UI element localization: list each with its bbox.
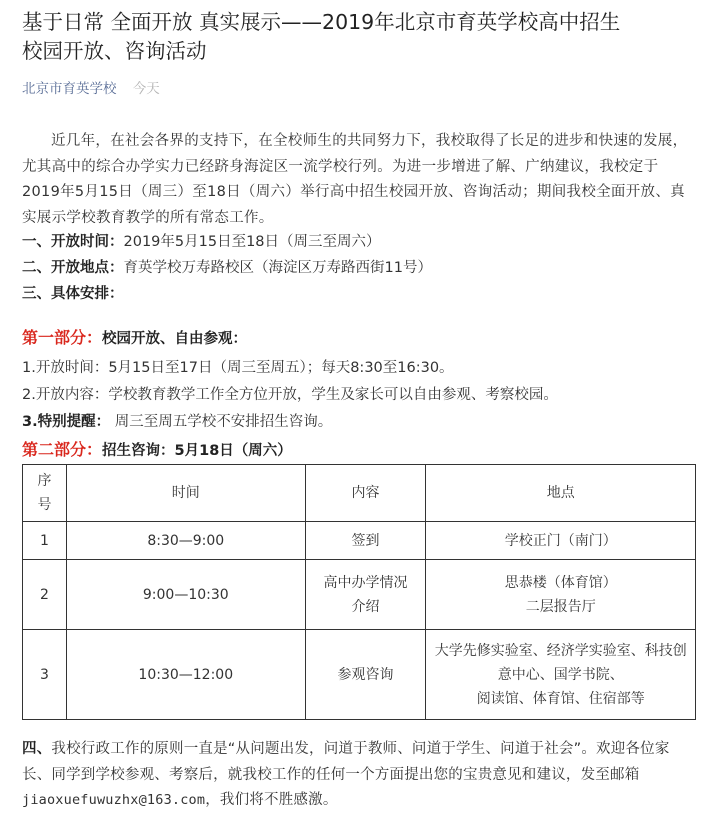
row-place: 大学先修实验室、经济学实验室、科技创 意中心、国学书院、 阅读馆、体育馆、住宿部等 — [426, 630, 696, 720]
header-number: 序 号 — [23, 465, 67, 522]
closing-text2: ，我们将不胜感激。 — [205, 792, 338, 808]
closing-paragraph — [22, 737, 694, 814]
part2-heading-label: 第二部分： — [22, 440, 103, 459]
row-time: 9:00—10:30 — [66, 560, 305, 630]
part1-heading — [22, 325, 247, 348]
article-title-line2: 校园开放、咨询活动 — [22, 39, 207, 63]
table-row — [23, 560, 696, 630]
publish-date: 今天 — [132, 81, 160, 97]
article-title — [22, 8, 702, 66]
row-time: 8:30—9:00 — [66, 522, 305, 560]
row-place: 学校正门（南门） — [426, 522, 696, 560]
row-place: 思恭楼（体育馆） 二层报告厅 — [426, 560, 696, 630]
closing-label: 四、 — [22, 741, 52, 757]
row-content: 参观咨询 — [305, 630, 426, 720]
article-title-line1: 基于日常 全面开放 真实展示——2019年北京市育英学校高中招生 — [22, 10, 621, 34]
arrangement-label: 三、具体安排： — [22, 286, 124, 302]
header-content: 内容 — [305, 465, 426, 522]
row-time: 10:30—12:00 — [66, 630, 305, 720]
part1-heading-label: 第一部分： — [22, 328, 103, 347]
row-number: 1 — [23, 522, 67, 560]
arrangement-line — [22, 282, 124, 303]
part1-item3-label: 3.特别提醒： — [22, 414, 111, 430]
row-content: 签到 — [305, 522, 426, 560]
header-place: 地点 — [426, 465, 696, 522]
open-place-label: 二、开放地点： — [22, 260, 124, 276]
part1-item1: 1.开放时间：5月15日至17日（周三至周五）；每天8:30至16:30。 — [22, 360, 454, 376]
open-time-label: 一、开放时间： — [22, 234, 124, 250]
row-content: 高中办学情况 介绍 — [305, 560, 426, 630]
open-time-value: 2019年5月15日至18日（周三至周六） — [123, 234, 381, 250]
open-place-line — [22, 256, 432, 277]
intro-paragraph: 近几年，在社会各界的支持下，在全校师生的共同努力下，我校取得了长足的进步和快速的发展，尤其高中的综合办学实力已经跻身海淀区一流学校行列。为进一步增进了解、广纳建议，我校定于2019年5月15日（周三）至18日（周六）举行高中招生校园开放、咨询活动；期间我校全面开放、真实展示学校教育教学的所有常态工作。 — [22, 133, 688, 226]
table-row — [23, 522, 696, 560]
closing-text1: 我校行政工作的原则一直是“从问题出发，问道于教师、问道于学生、问道于社会”。欢迎各位家长、同学到学校参观、考察后，就我校工作的任何一个方面提出您的宝贵意见和建议，发至邮箱 — [22, 741, 670, 783]
row-number: 2 — [23, 560, 67, 630]
part2-heading — [22, 437, 292, 460]
part1-item3-value: 周三至周五学校不安排招生咨询。 — [110, 414, 333, 430]
part1-subheading: 校园开放、自由参观： — [102, 331, 248, 347]
part2-subheading: 招生咨询：5月18日（周六） — [102, 443, 292, 459]
article-meta — [22, 77, 160, 97]
open-place-value: 育英学校万寿路校区（海淀区万寿路西街11号） — [123, 260, 432, 276]
part1-item2: 2.开放内容：学校教育教学工作全方位开放，学生及家长可以自由参观、考察校园。 — [22, 387, 558, 403]
table-row — [23, 630, 696, 720]
part1-item3 — [22, 410, 332, 431]
table-header-row — [23, 465, 696, 522]
open-time-line — [22, 230, 381, 251]
account-link[interactable]: 北京市育英学校 — [22, 81, 117, 97]
row-number: 3 — [23, 630, 67, 720]
email-address[interactable]: jiaoxuefuwuzhx@163.com — [22, 792, 206, 808]
header-time: 时间 — [66, 465, 305, 522]
schedule-table — [22, 464, 696, 720]
